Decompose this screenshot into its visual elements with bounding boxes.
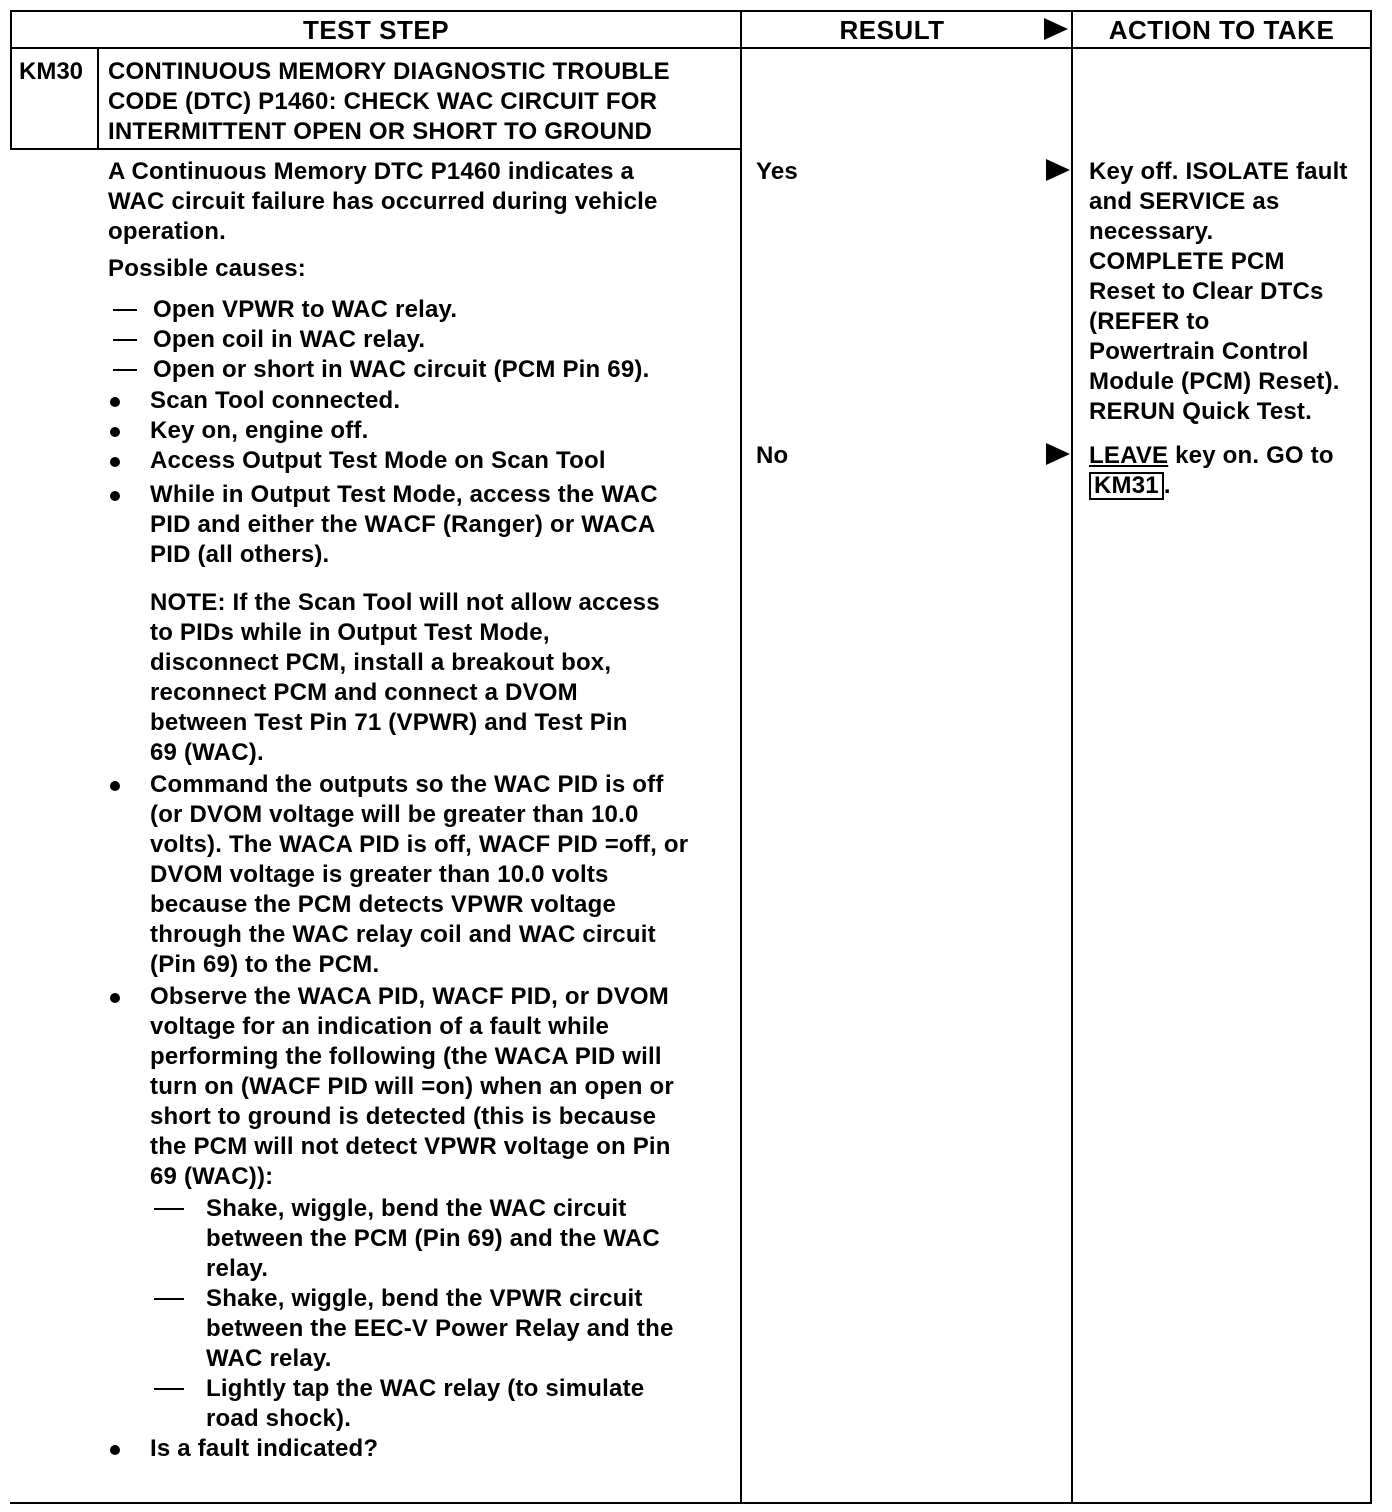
intro-line: A Continuous Memory DTC P1460 indicates a: [108, 158, 635, 185]
bullet-d: [150, 982, 735, 1192]
bullet-b-line: PID (all others).: [150, 541, 330, 568]
bullet-d-line: Observe the WACA PID, WACF PID, or DVOM: [150, 982, 735, 1012]
leave-instruction: LEAVE: [1089, 442, 1169, 469]
bullet-d-line: voltage for an indication of a fault while: [150, 1013, 610, 1040]
action-yes-line: Module (PCM) Reset).: [1089, 368, 1340, 395]
no-arrow-icon: [1046, 443, 1070, 465]
action-yes-line: necessary.: [1089, 218, 1214, 245]
sub-a: [206, 1194, 736, 1284]
bullet-d-line: 69 (WAC)):: [150, 1163, 274, 1190]
sub-a-line: relay.: [206, 1255, 269, 1282]
possible-causes-label: Possible causes:: [108, 255, 306, 282]
bullet-c-line: DVOM voltage is greater than 10.0 volts: [150, 861, 609, 888]
bullet-d-line: turn on (WACF PID will =on) when an open or: [150, 1073, 674, 1100]
header-bottom-rule: [10, 47, 1372, 49]
action-yes-line: COMPLETE PCM: [1089, 248, 1285, 275]
cause-item: Open or short in WAC circuit (PCM Pin 69).: [153, 355, 733, 385]
sub-a-line: between the PCM (Pin 69) and the WAC: [206, 1225, 660, 1252]
action-yes-line: (REFER to: [1089, 308, 1210, 335]
step-id: KM30: [19, 58, 84, 85]
bullet-c-line: (or DVOM voltage will be greater than 10.0: [150, 801, 639, 828]
bullet-icon: [110, 427, 120, 437]
intro-line: WAC circuit failure has occurred during vehicle: [108, 188, 658, 215]
bullets-a: [150, 386, 735, 476]
dash-icon: [154, 1208, 184, 1210]
step-title-line: CONTINUOUS MEMORY DIAGNOSTIC TROUBLE: [108, 58, 670, 85]
sub-b: [206, 1284, 736, 1374]
goto-km31-link[interactable]: KM31: [1089, 472, 1164, 500]
action-yes: [1089, 157, 1367, 427]
sub-b-line: between the EEC-V Power Relay and the: [206, 1315, 674, 1342]
note-line: disconnect PCM, install a breakout box,: [150, 649, 612, 676]
bullet-item: Access Output Test Mode on Scan Tool: [150, 446, 735, 476]
action-column-left-rule: [1071, 10, 1073, 1504]
sub-c-line: road shock).: [206, 1405, 352, 1432]
bullet-c-line: (Pin 69) to the PCM.: [150, 951, 380, 978]
note-line: reconnect PCM and connect a DVOM: [150, 679, 578, 706]
sub-b-line: Shake, wiggle, bend the VPWR circuit: [206, 1284, 736, 1314]
bullet-d-line: short to ground is detected (this is because: [150, 1103, 657, 1130]
question-text: Is a fault indicated?: [150, 1435, 379, 1462]
dash-icon: [154, 1388, 184, 1390]
header-arrow-icon: [1044, 18, 1068, 40]
sub-b-line: WAC relay.: [206, 1345, 332, 1372]
table-right-rule: [1370, 10, 1372, 1504]
bullet-b-line: While in Output Test Mode, access the WAC: [150, 480, 735, 510]
header-test-step: TEST STEP: [302, 15, 450, 45]
bullet-icon: [110, 993, 120, 1003]
bullet-d-line: performing the following (the WACA PID will: [150, 1043, 662, 1070]
step-title-bottom-rule: [10, 148, 742, 150]
sub-c: [206, 1374, 736, 1434]
action-yes-line: and SERVICE as: [1089, 188, 1280, 215]
sub-c-line: Lightly tap the WAC relay (to simulate: [206, 1374, 736, 1404]
bullet-c: [150, 770, 735, 980]
bullet-item: Key on, engine off.: [150, 416, 735, 446]
action-no: LEAVE key on. GO to KM31 .: [1089, 442, 1334, 499]
action-yes-line: RERUN Quick Test.: [1089, 398, 1312, 425]
action-yes-line: Powertrain Control: [1089, 338, 1309, 365]
action-yes-line: Key off. ISOLATE fault: [1089, 158, 1348, 185]
bullet-c-line: Command the outputs so the WAC PID is off: [150, 770, 735, 800]
causes-list: [153, 295, 733, 385]
bullet-b-line: PID and either the WACF (Ranger) or WACA: [150, 511, 656, 538]
bullet-c-line: volts). The WACA PID is off, WACF PID =off, or: [150, 831, 689, 858]
action-yes-line: Reset to Clear DTCs: [1089, 278, 1324, 305]
step-id-divider: [97, 47, 99, 150]
bullet-icon: [110, 457, 120, 467]
result-yes: Yes: [756, 158, 798, 185]
note-line: to PIDs while in Output Test Mode,: [150, 619, 550, 646]
bullet-icon: [110, 491, 120, 501]
note-line: 69 (WAC).: [150, 739, 264, 766]
intro-line: operation.: [108, 218, 227, 245]
intro-text: [108, 157, 733, 247]
header-result: RESULT: [839, 15, 945, 45]
action-no-text: key on. GO to: [1168, 442, 1334, 469]
step-title: [108, 57, 738, 147]
bullet-item: Scan Tool connected.: [150, 386, 735, 416]
step-title-line: INTERMITTENT OPEN OR SHORT TO GROUND: [108, 118, 653, 145]
table-bottom-rule: [10, 1502, 1372, 1504]
step-title-line: CODE (DTC) P1460: CHECK WAC CIRCUIT FOR: [108, 88, 658, 115]
question: [150, 1434, 735, 1464]
cause-item: Open VPWR to WAC relay.: [153, 295, 733, 325]
bullet-icon: [110, 1445, 120, 1455]
bullet-c-line: through the WAC relay coil and WAC circuit: [150, 921, 656, 948]
bullet-b: [150, 480, 735, 570]
note-line: between Test Pin 71 (VPWR) and Test Pin: [150, 709, 628, 736]
dash-icon: [113, 369, 137, 371]
table-top-rule: [10, 10, 1372, 12]
dash-icon: [154, 1298, 184, 1300]
header-action: ACTION TO TAKE: [1108, 15, 1335, 45]
bullet-icon: [110, 781, 120, 791]
note-line: NOTE: If the Scan Tool will not allow access: [150, 589, 660, 616]
bullet-d-line: the PCM will not detect VPWR voltage on Pin: [150, 1133, 671, 1160]
dash-icon: [113, 339, 137, 341]
bullet-c-line: because the PCM detects VPWR voltage: [150, 891, 616, 918]
yes-arrow-icon: [1046, 159, 1070, 181]
sub-a-line: Shake, wiggle, bend the WAC circuit: [206, 1194, 736, 1224]
dash-icon: [113, 309, 137, 311]
cause-item: Open coil in WAC relay.: [153, 325, 733, 355]
result-column-left-rule: [740, 10, 742, 1504]
bullet-icon: [110, 397, 120, 407]
result-no: No: [756, 442, 789, 469]
note-block: [150, 588, 735, 768]
